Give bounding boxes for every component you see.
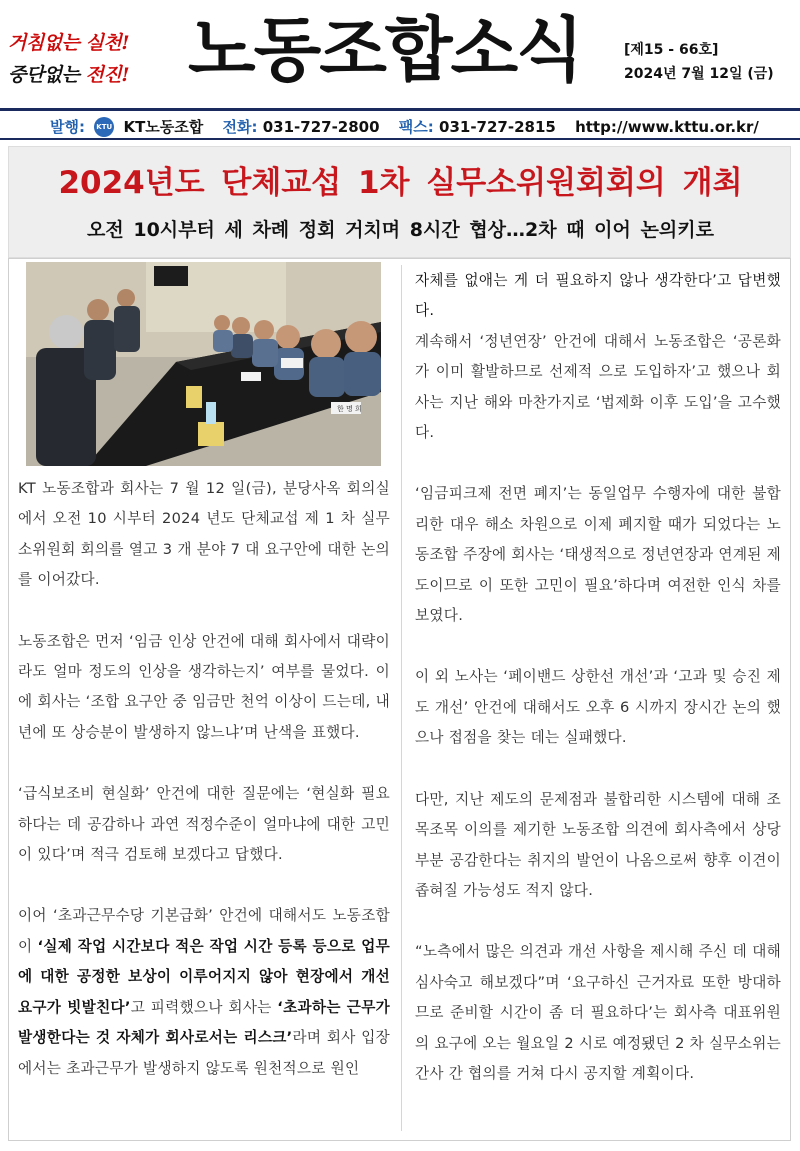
article-left-column — [18, 474, 390, 1084]
meeting-photo-illustration — [26, 262, 381, 466]
column-divider — [401, 265, 402, 1131]
issue-number: [제15 - 66호] — [624, 42, 719, 58]
slogan-line-2 — [8, 60, 129, 87]
paragraph-text: 고 피력했으나 회사는 — [130, 998, 278, 1016]
slogan-1-text: 거침없는 실천! — [8, 32, 130, 54]
article-paragraph: 자체를 없애는 게 더 필요하지 않나 생각한다’고 답변했다. — [415, 272, 781, 320]
union-quote: ‘실제 작업 시간보다 적은 작업 시간 등록 등으로 업무에 대한 공정한 보상이 이루어지지 않아 현장에서 개선 요구가 빗발친다’ — [18, 937, 390, 1016]
headline-box — [8, 146, 791, 258]
fax-number: 031-727-2815 — [439, 118, 556, 136]
paragraph-text: 라며 회사 입장에서는 초과근무가 발생하지 않도록 원천적으로 원인 — [18, 1029, 390, 1077]
article-paragraph: 계속해서 ‘정년연장’ 안건에 대해서 노동조합은 ‘공론화가 이미 활발하므로 선제적 으로 도입하자’고 했으나 회사는 지난 해와 마찬가지로 ‘법제화 이후 도입’을 고수했다. — [415, 332, 781, 442]
publisher-name: KT노동조합 — [123, 118, 204, 136]
fax-label: 팩스: — [398, 118, 434, 136]
issue-info — [624, 38, 774, 86]
nameplate-text: 한 명 희 — [337, 405, 362, 413]
article-paragraph: 이 외 노사는 ‘페이밴드 상한선 개선’과 ‘고과 및 승진 제도 개선’ 안건에 대해서도 오후 6 시까지 장시간 논의 했으나 접점을 찾는 데는 실패했다. — [415, 668, 781, 747]
issue-date: 2024년 7월 12일 (금) — [624, 66, 774, 82]
union-logo-icon: KTU — [94, 117, 114, 137]
article-paragraph: KT 노동조합과 회사는 7 월 12 일(금), 분당사옥 회의실에서 오전 10 시부터 2024 년도 단체교섭 제 1 차 실무 소위원회 회의를 열고 3 개 분야 7 대 요구안에 대한 논의를 이어갔다. — [18, 480, 390, 589]
article-paragraph: 다만, 지난 제도의 문제점과 불합리한 시스템에 대해 조목조목 이의를 제기한 노동조합 의견에 회사측에서 상당부분 공감한다는 취지의 발언이 나옴으로써 향후 이견이 좁혀질 가능성도 적지 않다. — [415, 790, 781, 899]
website-link[interactable]: http://www.kttu.or.kr/ — [575, 118, 759, 136]
newsletter-title: 노동조합소식 — [188, 9, 582, 91]
phone-number: 031-727-2800 — [262, 118, 380, 136]
publisher-bar — [0, 108, 800, 140]
publisher-label: 발행: — [50, 118, 85, 136]
article-subheadline: 오전 10시부터 세 차례 정회 거치며 8시간 협상…2차 때 이어 논의키로 — [87, 219, 714, 241]
article-headline: 2024년도 단체교섭 1차 실무소위원회회의 개최 — [58, 165, 743, 201]
masthead — [0, 0, 800, 110]
slogan-line-1 — [8, 28, 129, 55]
article-paragraph: ‘임금피크제 전면 폐지’는 동일업무 수행자에 대한 불합리한 대우 해소 차원으로 이제 폐지할 때가 되었다는 노동조합 주장에 회사는 ‘태생적으로 정년연장과 연계된 제도이므로 이 또한 고민이 필요’하다며 여전한 인식 차를 보였다. — [415, 485, 781, 625]
slogan-2-red: 전진! — [85, 64, 130, 86]
slogan-2-dark: 중단없는 — [8, 64, 80, 86]
article-paragraph — [18, 901, 390, 1083]
phone-label: 전화: — [222, 118, 258, 136]
meeting-photo — [26, 262, 381, 466]
company-quote: ‘초과하는 근무가 발생한다는 것 자체가 회사로서는 리스크’ — [18, 998, 391, 1047]
article-right-column — [415, 266, 781, 1089]
article-paragraph: ‘급식보조비 현실화’ 안건에 대한 질문에는 ‘현실화 필요하다는 데 공감하나 과연 적정수준이 얼마냐에 대한 고민이 있다’며 적극 검토해 보겠다고 답했다. — [18, 785, 390, 864]
article-paragraph: “노측에서 많은 의견과 개선 사항을 제시해 주신 데 대해 심사숙고 해보겠다”며 ‘요구하신 근거자료 또한 방대하므로 준비할 시간이 좀 더 필요하다’는 회사측 대표위원의 요구에 오는 월요일 2 시로 예정됐던 2 차 실무소위는 간사 간 협의를 거쳐 다시 공지할 계획이다. — [415, 943, 781, 1082]
paragraph-text: 이어 ‘초과근무수당 기본급화’ 안건에 대해서도 노동조합이 — [18, 907, 390, 955]
article-paragraph: 노동조합은 먼저 ‘임금 인상 안건에 대해 회사에서 대략이라도 얼마 정도의 인상을 생각하는지’ 여부를 물었다. 이에 회사는 ‘조합 요구안 중 임금만 천억 이상이 드는데, 내년에 또 상승분이 발생하지 않느냐’며 난색을 표했다. — [18, 632, 390, 741]
